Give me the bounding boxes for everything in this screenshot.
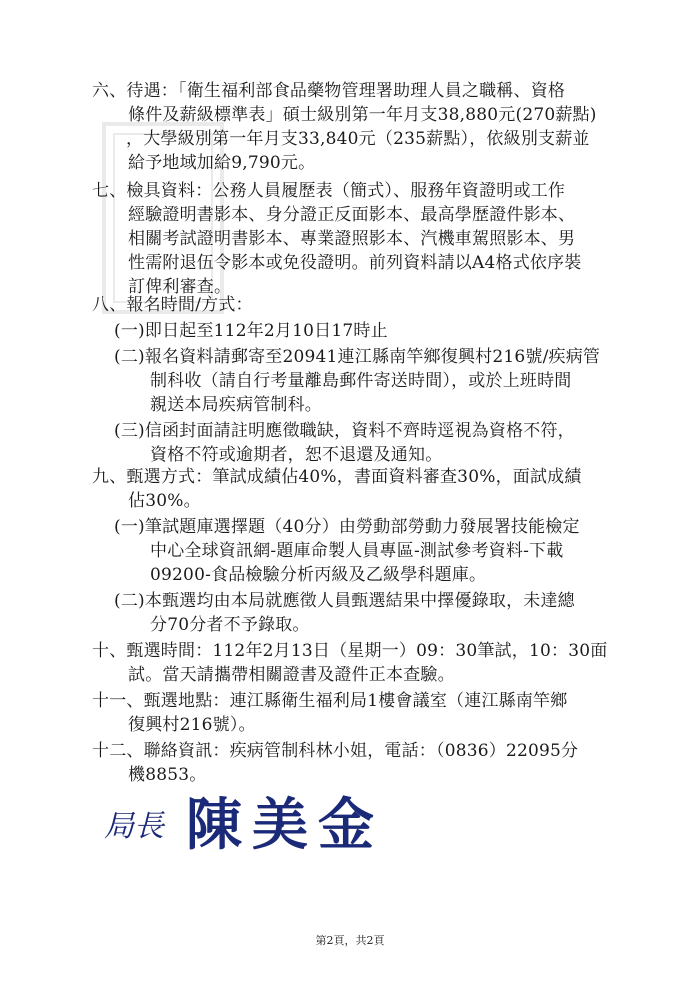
text-line: 性需附退伍令影本或免役證明。前列資料請以A4格式依序裝 bbox=[128, 253, 582, 273]
director-signature bbox=[100, 784, 400, 864]
text-line: 復興村216號）。 bbox=[128, 715, 256, 735]
text-line: 七、檢具資料：公務人員履歷表（簡式）、服務年資證明或工作 bbox=[92, 181, 566, 201]
signature-title: 局長 bbox=[104, 809, 164, 844]
page-footer: 第2頁，共2頁 bbox=[315, 934, 385, 947]
section-heading: 八、報名時間/方式： bbox=[92, 295, 253, 315]
text-line: 分70分者不予錄取。 bbox=[150, 615, 310, 635]
signature-name: 陳美金 bbox=[186, 792, 384, 858]
text-line: ，大學級別第一年月支33,840元（235薪點），依級別支薪並 bbox=[126, 129, 590, 149]
text-line: (一)筆試題庫選擇題（40分）由勞動部勞動力發展署技能檢定 bbox=[114, 517, 580, 537]
text-line: 09200-食品檢驗分析丙級及乙級學科題庫。 bbox=[150, 565, 487, 585]
text-line: 經驗證明書影本、身分證正反面影本、最高學歷證件影本、 bbox=[128, 205, 576, 225]
text-line: (二)報名資料請郵寄至20941連江縣南竿鄉復興村216號/疾病管 bbox=[114, 347, 601, 367]
text-line: (二)本甄選均由本局就應徵人員甄選結果中擇優錄取，未達總 bbox=[114, 591, 575, 611]
text-line: 制科收（請自行考量離島郵件寄送時間），或於上班時間 bbox=[150, 371, 572, 391]
text-line: 資格不符或逾期者，恕不退還及通知。 bbox=[150, 445, 443, 465]
text-line: 訂俾利審查。 bbox=[128, 277, 232, 297]
text-line: 十、甄選時間：112年2月13日（星期一）09：30筆試，10：30面 bbox=[92, 641, 608, 661]
text-line: 機8853。 bbox=[128, 765, 207, 785]
text-line: 六、待遇：「衛生福利部食品藥物管理署助理人員之職稱、資格 bbox=[92, 81, 566, 101]
text-line: 相關考試證明書影本、專業證照影本、汽機車駕照影本、男 bbox=[128, 229, 576, 249]
text-line: 九、甄選方式：筆試成績佔40%，書面資料審查30%，面試成績 bbox=[92, 467, 582, 487]
text-line: 中心全球資訊網-題庫命製人員專區-測試參考資料-下載 bbox=[150, 541, 564, 561]
text-line: 條件及薪級標準表」碩士級別第一年月支38,880元(270薪點) bbox=[128, 105, 597, 125]
text-line: (一)即日起至112年2月10日17時止 bbox=[114, 321, 388, 341]
text-line: 親送本局疾病管制科。 bbox=[150, 395, 322, 415]
text-line: 給予地域加給9,790元。 bbox=[128, 153, 316, 173]
text-line: (三)信函封面請註明應徵職缺，資料不齊時逕視為資格不符， bbox=[114, 421, 575, 441]
text-line: 十一、甄選地點：連江縣衛生福利局1樓會議室（連江縣南竿鄉 bbox=[92, 691, 568, 711]
text-line: 試。當天請攜帶相關證書及證件正本查驗。 bbox=[128, 665, 455, 685]
text-line: 十二、聯絡資訊：疾病管制科林小姐，電話：（0836）22095分 bbox=[92, 741, 579, 761]
text-line: 佔30%。 bbox=[128, 491, 201, 511]
signature-stamp bbox=[100, 784, 400, 864]
